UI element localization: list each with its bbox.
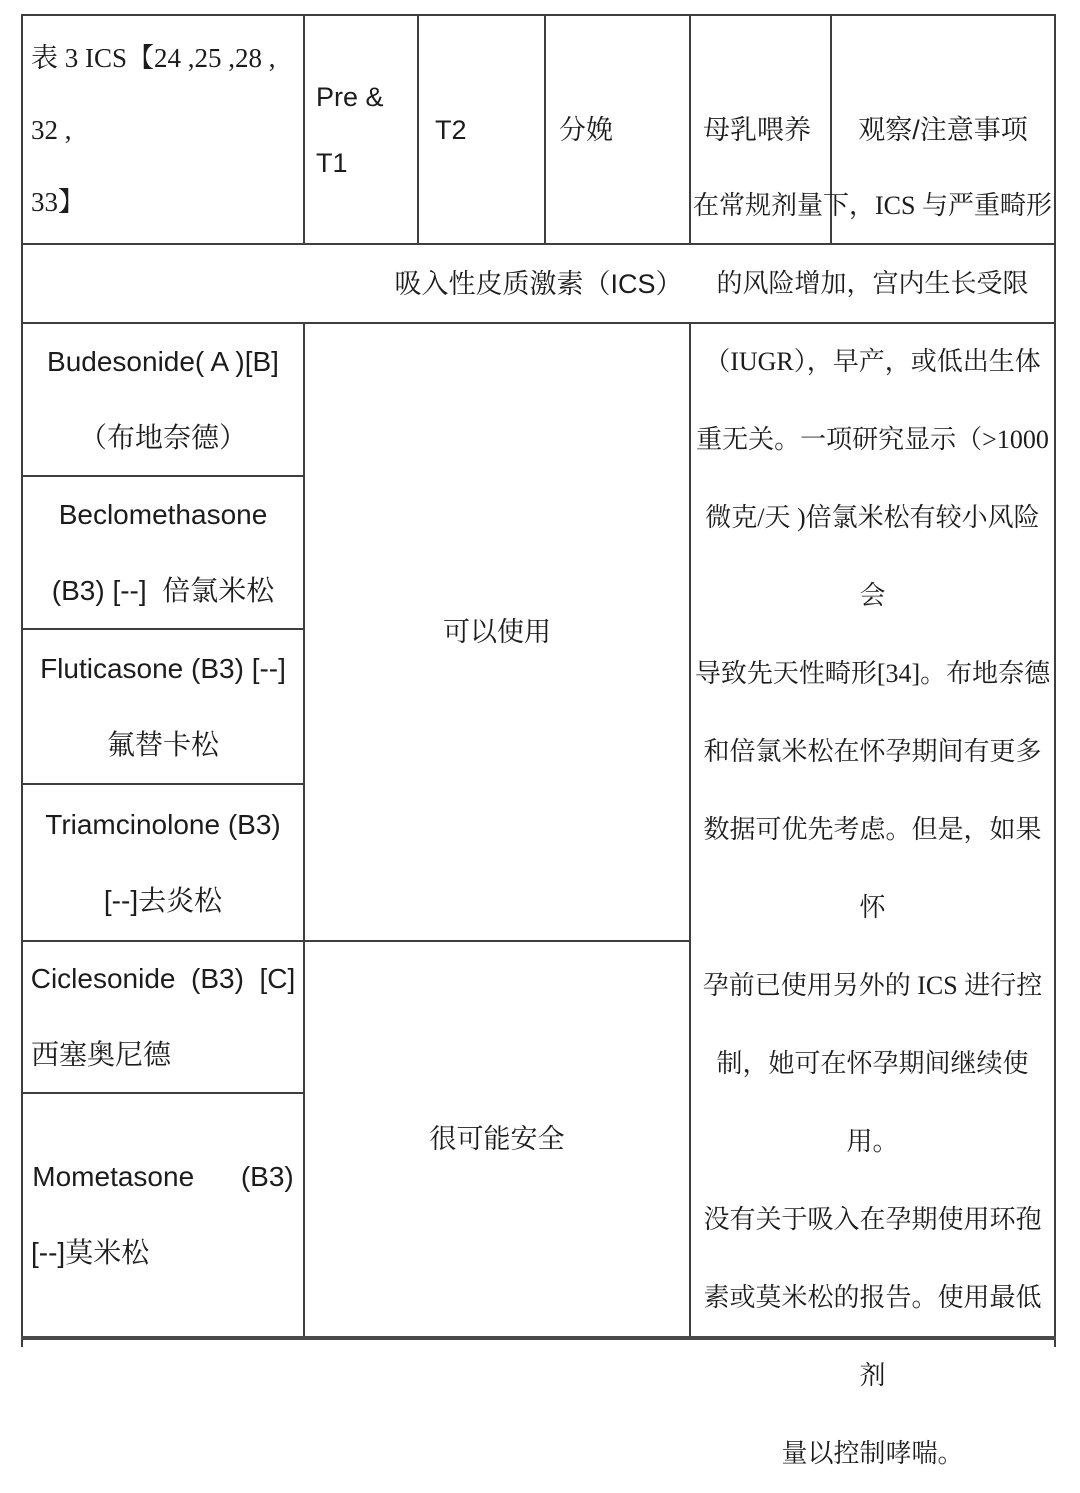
drug-cn-line: 西塞奥尼德 (31, 1039, 172, 1070)
text-line: 的风险增加，宫内生长受限 (716, 269, 1029, 298)
drug-name-line: Triamcinolone (B3) (45, 808, 281, 840)
drug-cell-budesonide (23, 324, 305, 477)
text-line: 在常规剂量下，ICS 与严重畸形 (693, 191, 1052, 220)
text-line: 孕前已使用另外的 ICS 进行控 (702, 971, 1043, 1000)
text-line: Pre & (316, 81, 384, 112)
header-cell-pre-t1 (305, 16, 419, 245)
next-row-partial (21, 1340, 1056, 1347)
section-title: 吸入性皮质激素（ICS） (394, 268, 683, 299)
observation-notes-cell (691, 191, 1056, 1468)
header-label: 分娩 (559, 114, 613, 145)
header-cell-delivery (546, 16, 691, 245)
text-line: 重无关。一项研究显示（>1000 (696, 425, 1049, 454)
drug-name-line: Mometasone (B3) (32, 1161, 294, 1192)
text-line: 表 3 ICS【24 ,25 ,28 , (31, 42, 276, 73)
drug-cell-ciclesonide (23, 942, 305, 1094)
text-line: 33】 (31, 186, 85, 217)
drug-name-line: Budesonide( A )[B] (47, 345, 279, 377)
text-line: 素或莫米松的报告。使用最低剂 (703, 1283, 1042, 1390)
drug-cn-line: （布地奈德） (78, 421, 247, 453)
drug-cell-beclomethasone (23, 477, 305, 630)
drug-cell-fluticasone (23, 630, 305, 785)
text-line: 导致先天性畸形[34]。布地奈德 (694, 659, 1051, 688)
text-line: T1 (316, 147, 348, 178)
drug-name-line: Fluticasone (B3) [--] (40, 652, 286, 684)
drug-name-line: Beclomethasone (58, 498, 268, 530)
text-line: 数据可优先考虑。但是，如果怀 (703, 815, 1042, 922)
verdict-cell-can-use (305, 324, 691, 942)
verdict-cell-likely-safe (305, 942, 691, 1338)
ics-drug-table (21, 14, 1056, 1468)
header-label: 母乳喂养 (703, 114, 811, 145)
header-cell-table-title (23, 16, 305, 245)
header-cell-t2 (419, 16, 546, 245)
verdict-text: 很可能安全 (429, 1124, 565, 1154)
text-line: 没有关于吸入在孕期使用环孢 (703, 1205, 1042, 1234)
text-line: 量以控制哮喘。 (781, 1439, 964, 1468)
drug-cn-line: [--]去炎松 (103, 884, 223, 916)
drug-cell-triamcinolone (23, 785, 305, 942)
drug-cn-line: (B3) [--] 倍氯米松 (51, 574, 275, 606)
drug-cn-line: 氟替卡松 (106, 728, 219, 760)
text-line: 和倍氯米松在怀孕期间有更多 (703, 737, 1042, 766)
header-label: 观察/注意事项 (858, 114, 1028, 145)
verdict-text: 可以使用 (443, 617, 551, 647)
drug-cn-line: [--]莫米松 (31, 1237, 150, 1268)
text-line: （IUGR），早产，或低出生体 (704, 347, 1041, 376)
drug-cell-mometasone (23, 1094, 305, 1338)
text-line: 制，她可在怀孕期间继续使用。 (716, 1049, 1029, 1156)
header-label: T2 (435, 114, 467, 145)
text-line: 32 , (31, 114, 72, 145)
text-line: 微克/天 )倍氯米松有较小风险会 (705, 503, 1040, 610)
drug-name-line: Ciclesonide (B3) [C] (30, 963, 296, 994)
